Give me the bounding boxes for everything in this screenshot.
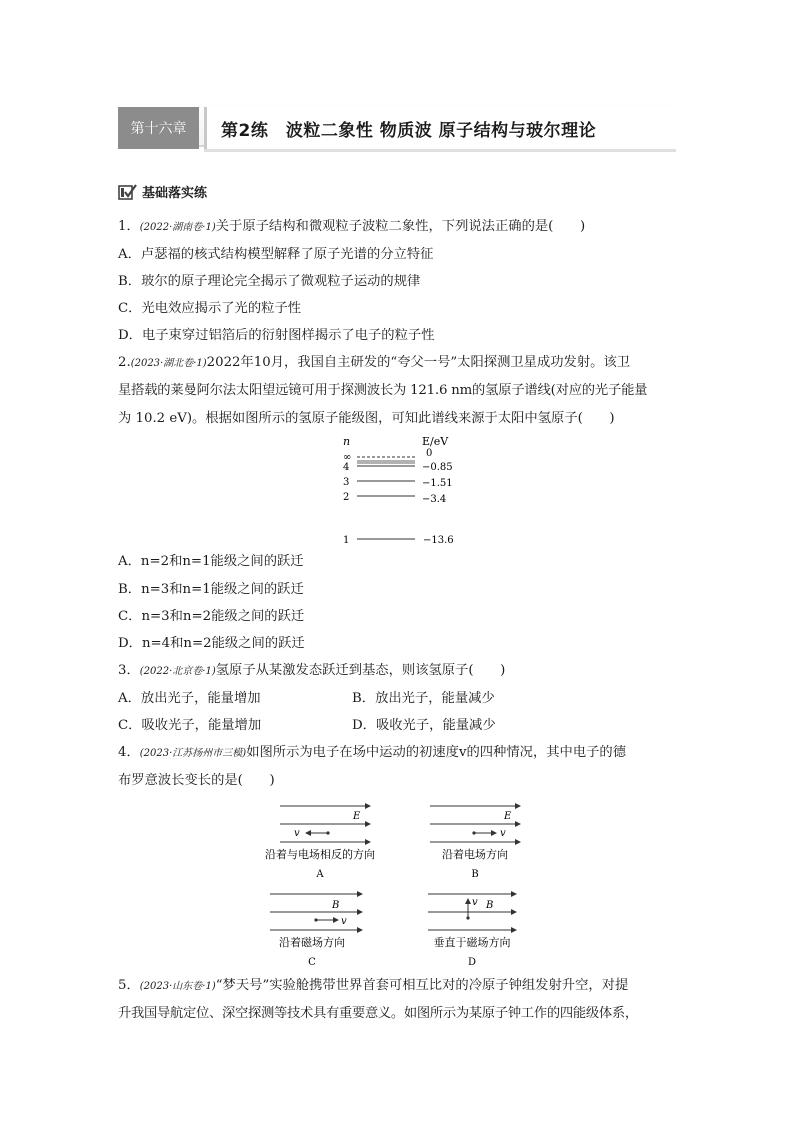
q3-option-d: D．吸收光子，能量减少 [352, 718, 496, 733]
q2-stem-line2: 星搭载的莱曼阿尔法太阳望远镜可用于探测波长为 121.6 nm的氢原子谱线(对应的光子能量 [118, 383, 648, 398]
panel-d-field-label: B [486, 900, 494, 911]
q3-source: (2022·北京卷·1) [139, 666, 216, 677]
page-title: 第2练 波粒二象性 物质波 原子结构与玻尔理论 [204, 107, 676, 149]
panel-d-letter: D [467, 957, 477, 968]
level-label-1: 1 [343, 535, 350, 546]
panel-b-caption: 沿着电场方向 [442, 848, 508, 861]
chapter-label: 第十六章 [118, 107, 199, 149]
q1-option-d: D．电子束穿过铝箔后的衍射图样揭示了电子的粒子性 [118, 328, 435, 343]
q2-stem-line3: 为 10.2 eV)。根据如图所示的氢原子能级图，可知此谱线来源于太阳中氢原子( ) [118, 411, 615, 426]
panel-a-field-label: E [353, 811, 361, 822]
q3-option-c: C．吸收光子，能量增加 [118, 718, 262, 733]
q2-number: 2. [118, 355, 131, 370]
panel-c-v-label: v [341, 916, 347, 927]
level-label-inf: ∞ [343, 452, 352, 463]
panel-a-v-label: v [294, 828, 300, 839]
q1-source: (2022·湖南卷·1) [139, 222, 216, 233]
q1-stem [118, 218, 585, 237]
q4-stem-line1 [118, 744, 626, 763]
panel-a-caption: 沿着与电场相反的方向 [265, 848, 375, 861]
panel-d [428, 894, 516, 968]
panel-b [430, 806, 520, 880]
q2-option-d: D．n=4和n=2能级之间的跃迁 [118, 636, 305, 651]
q5-stem-line2: 升我国导航定位、深空探测等技术具有重要意义。如图所示为某原子钟工作的四能级体系， [118, 1006, 638, 1021]
panel-a [265, 806, 375, 880]
q2-option-b: B．n=3和n=1能级之间的跃迁 [118, 582, 304, 597]
q2-option-c: C．n=3和n=2能级之间的跃迁 [118, 609, 305, 624]
energy-axis-label: E/eV [422, 435, 449, 448]
energy-level-diagram [335, 432, 475, 548]
energy-value-4: −0.85 [422, 462, 453, 473]
q4-number: 4． [118, 745, 140, 760]
q5-source: (2023·山东卷·1) [139, 981, 216, 992]
q3-number: 3． [118, 663, 140, 678]
q3-stem [118, 662, 505, 681]
q1-number: 1． [118, 219, 140, 234]
energy-value-1: −13.6 [423, 535, 454, 546]
panel-c-letter: C [308, 957, 316, 968]
panel-a-letter: A [316, 869, 324, 880]
level-label-2: 2 [343, 492, 350, 503]
panel-b-v-label: v [500, 828, 506, 839]
energy-value-inf: 0 [426, 448, 433, 459]
q1-text: 关于原子结构和微观粒子波粒二象性，下列说法正确的是( ) [215, 219, 586, 234]
q1-option-c: C．光电效应揭示了光的粒子性 [118, 301, 302, 316]
q3-option-b: B．放出光子，能量减少 [352, 691, 495, 706]
panel-d-caption: 垂直于磁场方向 [433, 936, 511, 949]
q5-stem-line1 [118, 977, 628, 996]
q1-option-a: A．卢瑟福的核式结构模型解释了原子光谱的分立特征 [118, 247, 434, 262]
q3-text: 氢原子从某激发态跃迁到基态，则该氢原子( ) [215, 663, 506, 678]
panel-d-v-label: v [472, 897, 478, 908]
energy-value-3: −1.51 [422, 478, 453, 489]
panel-c [270, 894, 362, 968]
level-label-4: 4 [343, 462, 350, 473]
q1-option-b: B．玻尔的原子理论完全揭示了微观粒子运动的规律 [118, 274, 421, 289]
q3-option-a: A．放出光子，能量增加 [118, 691, 261, 706]
q5-number: 5． [118, 978, 140, 993]
energy-value-2: −3.4 [422, 494, 447, 505]
panel-c-field-label: B [332, 900, 340, 911]
checkbox-icon [118, 183, 138, 201]
panel-c-caption: 沿着磁场方向 [279, 936, 345, 949]
section-heading [118, 182, 207, 201]
q2-text-1: 2022年10月，我国自主研发的“夸父一号”太阳探测卫星成功发射。该卫 [206, 355, 631, 370]
q4-text-1: 如图所示为电子在场中运动的初速度v的四种情况，其中电子的德 [246, 745, 627, 760]
q2-source: (2023·湖北卷·1) [130, 358, 207, 369]
q2-option-a: A．n=2和n=1能级之间的跃迁 [118, 554, 304, 569]
section-title: 基础落实练 [142, 186, 208, 201]
q2-stem-line1 [118, 354, 630, 373]
q4-source: (2023·江苏扬州市三模) [139, 748, 247, 759]
q4-field-diagrams [250, 796, 550, 970]
q4-stem-line2: 布罗意波长变长的是( ) [118, 773, 275, 788]
n-axis-label: n [343, 435, 351, 448]
panel-b-letter: B [471, 869, 479, 880]
level-label-3: 3 [343, 477, 350, 488]
panel-b-field-label: E [504, 811, 512, 822]
q5-text-1: “梦天号”实验舱携带世界首套可相互比对的冷原子钟组发射升空，对提 [215, 978, 629, 993]
